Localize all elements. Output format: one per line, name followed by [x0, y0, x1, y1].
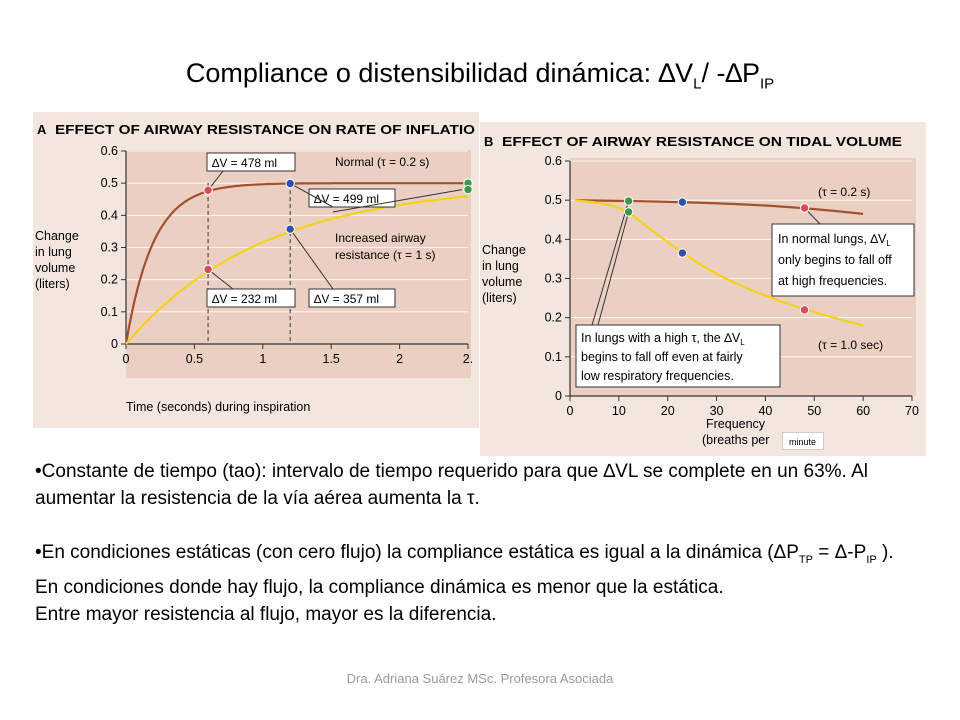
- y-axis-label: (liters): [35, 277, 70, 291]
- x-tick-label: 2.: [462, 352, 474, 366]
- x-tick-label: 30: [709, 404, 724, 418]
- x-tick-label: 40: [758, 404, 773, 418]
- chart-a-dv-357: ∆V = 357 ml: [314, 292, 380, 306]
- x-tick-label: 0: [566, 404, 574, 418]
- y-axis-label: (liters): [482, 291, 517, 305]
- y-tick-label: 0.5: [100, 176, 118, 191]
- line-flow: En condiciones donde hay flujo, la compliance dinámica es menor que la estática.: [35, 576, 724, 598]
- y-tick-label: 0.6: [544, 154, 562, 168]
- data-point: [286, 225, 294, 233]
- chart-a-title: EFFECT OF AIRWAY RESISTANCE ON RATE OF INFLATIO: [55, 123, 476, 137]
- y-tick-label: 0.1: [100, 304, 118, 319]
- chart-a-dv-499: ∆V = 499 ml: [314, 192, 380, 206]
- x-tick-label: 10: [611, 404, 626, 418]
- slide-title: [0, 58, 960, 92]
- chart-b-box-normal-line1: In normal lungs, $\Delta V_L$: [778, 232, 891, 248]
- chart-a-panel-letter: A: [37, 122, 47, 137]
- y-tick-label: 0.2: [544, 310, 562, 325]
- title-sub-ip: IP: [759, 75, 775, 93]
- x-tick-label: 0.5: [185, 352, 204, 366]
- chart-a-normal-label: Normal (τ = 0.2 s): [335, 155, 430, 169]
- chart-b-tau02-label: (τ = 0.2 s): [818, 185, 871, 199]
- x-tick-label: 1.5: [322, 352, 340, 366]
- line-resistance: Entre mayor resistencia al flujo, mayor es la diferencia.: [35, 603, 497, 625]
- y-tick-label: 0.5: [544, 193, 562, 208]
- chart-a-increased-label-2: resistance (τ = 1 s): [335, 248, 436, 262]
- title-mid: / -∆P: [701, 58, 760, 88]
- x-tick-label: 1: [259, 352, 267, 366]
- y-tick-label: 0.1: [544, 349, 562, 364]
- x-tick-label: 20: [660, 404, 675, 418]
- chart-a-dv-478: ∆V = 478 ml: [212, 156, 278, 170]
- chart-b-xlabel: Frequency: [706, 417, 766, 431]
- bullet-static-b: = Δ-P: [812, 542, 867, 563]
- chart-b-tau10-label: (τ = 1.0 sec): [818, 338, 884, 352]
- bullet-static-a: •En condiciones estáticas (con cero flujo) la compliance estática es igual a la dinámica (ΔP: [35, 542, 799, 563]
- y-tick-label: 0.6: [100, 144, 118, 158]
- y-tick-label: 0.2: [100, 272, 118, 287]
- data-point: [204, 265, 212, 273]
- data-point: [800, 204, 808, 212]
- spacer: [35, 512, 935, 539]
- bullet-tau: •Constante de tiempo (tao): intervalo de tiempo requerido para que ∆VL se complete en un 63%. Al aumentar la resistencia de la vía aérea aumenta la τ.: [35, 461, 868, 509]
- y-axis-label: in lung: [482, 259, 519, 273]
- chart-b-box-high-line1: In lungs with a high τ, the $\Delta V_L$: [581, 331, 745, 347]
- y-tick-label: 0: [111, 337, 118, 351]
- chart-b-panel-letter: B: [484, 134, 494, 149]
- data-point: [286, 179, 294, 187]
- y-axis-label: in lung: [35, 245, 72, 259]
- data-point: [624, 208, 632, 216]
- chart-b-title: EFFECT OF AIRWAY RESISTANCE ON TIDAL VOLUME: [502, 135, 902, 149]
- x-tick-label: 0: [122, 352, 130, 366]
- y-tick-label: 0.3: [100, 240, 118, 255]
- data-point: [678, 249, 686, 257]
- data-point: [800, 306, 808, 314]
- chart-a-increased-label-1: Increased airway: [335, 231, 426, 245]
- chart-b-box-high-line2: begins to fall off even at fairly: [581, 350, 743, 364]
- body-text: [35, 458, 935, 628]
- y-tick-label: 0: [555, 389, 562, 403]
- sub-ip: IP: [866, 553, 877, 566]
- x-tick-label: 70: [905, 404, 919, 418]
- y-tick-label: 0.4: [100, 208, 118, 223]
- y-tick-label: 0.3: [544, 271, 562, 286]
- chart-b-box-high-line3: low respiratory frequencies.: [581, 369, 734, 383]
- minute-label: minute: [782, 432, 824, 450]
- bullet-static-c: ).: [876, 542, 894, 563]
- chart-a-xlabel: Time (seconds) during inspiration: [126, 400, 311, 414]
- y-axis-label: volume: [482, 275, 523, 289]
- chart-a-inflation-rate: [33, 112, 479, 428]
- data-point: [678, 198, 686, 206]
- title-main: Compliance o distensibilidad dinámica: ∆V: [185, 58, 694, 88]
- sub-tp: TP: [798, 553, 813, 566]
- title-sub-l: L: [693, 75, 702, 93]
- chart-b-tidal-volume: [480, 122, 926, 456]
- y-axis-label: volume: [35, 261, 76, 275]
- y-axis-label: Change: [482, 243, 526, 257]
- footer-author: Dra. Adriana Suárez MSc. Profesora Asociada: [346, 671, 614, 686]
- data-point: [204, 186, 212, 194]
- chart-a-dv-232: ∆V = 232 ml: [212, 292, 278, 306]
- x-tick-label: 50: [807, 404, 822, 418]
- y-axis-label: Change: [35, 229, 79, 243]
- bullet-static: [35, 539, 935, 574]
- x-tick-label: 60: [856, 404, 871, 418]
- chart-b-xlabel-2: (breaths per: [702, 433, 770, 447]
- chart-b-box-normal-line2: only begins to fall off: [778, 253, 892, 267]
- x-tick-label: 2: [396, 352, 404, 366]
- chart-b-box-normal-line3: at high frequencies.: [778, 274, 888, 288]
- data-point: [624, 197, 632, 205]
- y-tick-label: 0.4: [544, 232, 562, 247]
- data-point: [464, 185, 472, 193]
